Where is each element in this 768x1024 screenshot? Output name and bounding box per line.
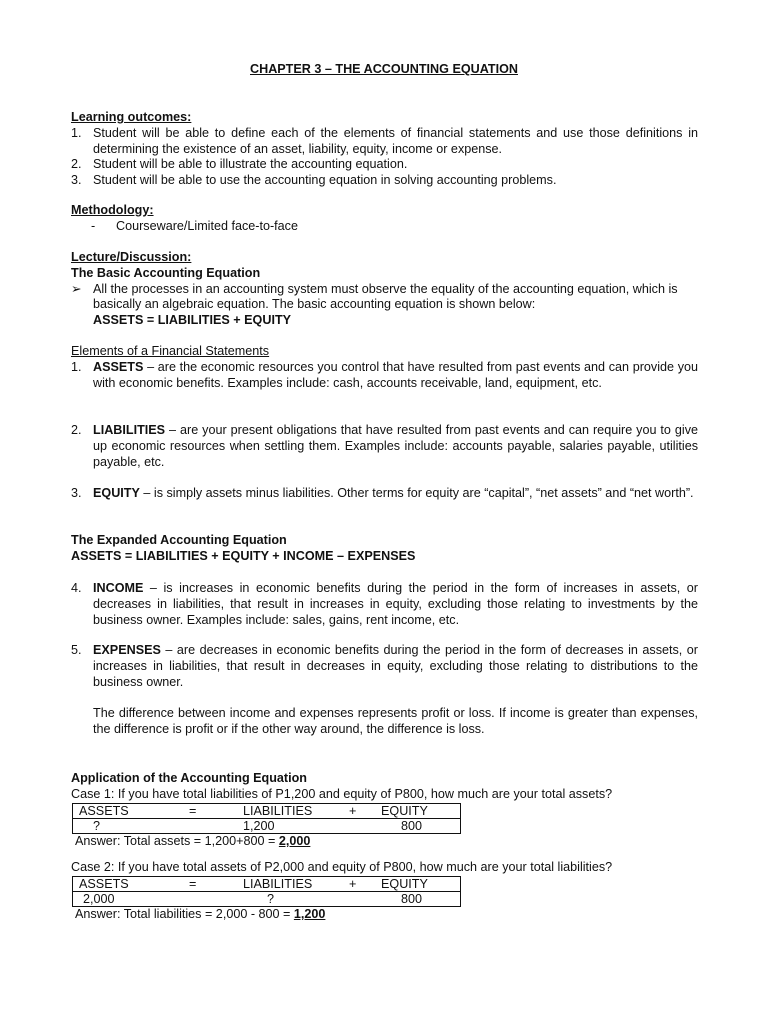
list-item [71,219,698,235]
paragraph-text: The difference between income and expenses represents profit or loss. If income is greater than expenses, the difference is profit or if the other way around, the difference is loss. [93,706,698,736]
paragraph-text: All the processes in an accounting system must observe the equality of the accounting equation, which is basically an algebraic equation. The basic accounting equation is shown below: [93,281,678,312]
definition: – is simply assets minus liabilities. Other terms for equity are “capital”, “net assets” and “net worth”. [139,486,694,500]
list-text: Student will be able to use the accounting equation in solving accounting problems. [93,173,557,188]
liabilities-label: LIABILITIES [243,803,313,818]
list-item [71,282,698,329]
application-section [71,771,698,850]
table-cell [73,892,461,907]
table-row [73,803,461,818]
expanded-item-wrap [71,643,698,690]
list-item [71,643,698,690]
note-paragraph [71,706,698,738]
elements-heading: Elements of a Financial Statements [71,344,270,358]
list-text [93,486,698,502]
list-text [93,360,698,392]
expanded-item-wrap [71,581,698,628]
expanded-heading: The Expanded Accounting Equation [71,533,287,547]
equity-value: 800 [401,818,423,833]
methodology-heading: Methodology: [71,203,154,217]
assets-value: ? [93,818,101,833]
basic-equation-heading: The Basic Accounting Equation [71,265,261,280]
table-cell [73,818,461,833]
case-answer [71,834,698,850]
term: ASSETS [93,359,144,374]
term: EXPENSES [93,643,161,657]
indent [71,706,93,738]
term: LIABILITIES [93,423,166,437]
lecture-heading: Lecture/Discussion: [71,250,192,264]
list-text [93,581,698,628]
table-row [73,818,461,833]
assets-label: ASSETS [79,876,129,891]
table-cell [73,876,461,891]
definition: – are decreases in economic benefits during the period in the form of decreases in assets, or increases in liabilities, that result in decreases in equity, excluding those relating to distributions to the business owner. [93,643,698,689]
equity-value: 800 [401,892,423,906]
list-item [71,173,698,189]
list-item [71,157,698,173]
list-item [71,423,698,470]
answer-text: Answer: Total assets = 1,200+800 = [75,834,279,848]
list-text [93,282,698,329]
list-text [93,423,698,470]
methodology-section [71,203,698,235]
list-item [71,581,698,628]
list-number: 1. [71,125,82,140]
liabilities-value: 1,200 [243,818,275,833]
case-question: Case 2: If you have total assets of P2,000 and equity of P800, how much are your total liabilities? [71,860,613,874]
list-number: 2. [71,157,82,172]
equation-table [72,876,461,907]
expanded-equation: ASSETS = LIABILITIES + EQUITY + INCOME – EXPENSES [71,548,416,563]
term: INCOME [93,581,144,595]
page-title: CHAPTER 3 – THE ACCOUNTING EQUATION [250,62,518,76]
equation-table [72,803,461,834]
assets-label: ASSETS [79,803,129,818]
list-number: 3. [71,486,82,500]
list-text: Student will be able to illustrate the accounting equation. [93,157,408,172]
note-wrap [71,706,698,738]
elements-section [71,344,698,391]
list-number: 4. [71,581,82,595]
case-answer [71,907,698,923]
liabilities-value: ? [267,892,275,906]
definition: – are the economic resources you control that have resulted from past events and can provide you with economic benefits. Examples include: cash, accounts receivable, land, equipment, etc. [93,359,698,390]
list-item [71,360,698,392]
answer-value: 2,000 [278,834,311,848]
list-number: 1. [71,359,82,374]
plus-sign: + [349,876,357,891]
elements-item-wrap [71,423,698,470]
case-2-section [71,860,698,923]
list-text: Student will be able to define each of the elements of financial statements and use those definitions in determining the existence of an asset, liability, equity, income or expense. [93,125,698,156]
liabilities-label: LIABILITIES [243,876,313,891]
definition: – is increases in economic benefits during the period in the form of increases in assets, or decreases in liabilities, that result in increases in equity, excluding those relating to investments by the business owner. Examples include: sales, gains, rent income, etc. [93,581,698,627]
definition: – are your present obligations that have resulted from past events and can require you to give up economic resources when settling them. Examples include: accounts payable, salaries payable, utilities payable, etc. [93,423,698,469]
answer-text: Answer: Total liabilities = 2,000 - 800 = [75,907,294,922]
list-number: 3. [71,173,82,188]
case-question: Case 1: If you have total liabilities of P1,200 and equity of P800, how much are your total assets? [71,786,613,801]
equity-label: EQUITY [381,803,428,818]
learning-outcomes-heading: Learning outcomes: [71,110,192,124]
list-item [71,486,698,502]
equals-sign: = [189,876,197,891]
list-text: Courseware/Limited face-to-face [116,218,298,233]
lecture-section [71,250,698,329]
arrow-bullet-icon: ➢ [71,281,82,296]
table-row [73,876,461,891]
plus-sign: + [349,803,357,818]
basic-equation: ASSETS = LIABILITIES + EQUITY [93,313,292,328]
application-heading: Application of the Accounting Equation [71,771,307,785]
expanded-section [71,533,698,565]
elements-item-wrap [71,486,698,502]
answer-value: 1,200 [293,907,326,922]
list-text [93,643,698,690]
equals-sign: = [189,803,197,818]
assets-value: 2,000 [83,892,115,906]
learning-outcomes-section [71,110,698,189]
list-item [71,126,698,158]
list-number: 5. [71,643,82,657]
table-row [73,892,461,907]
equity-label: EQUITY [381,876,428,891]
list-number: 2. [71,423,82,437]
dash-marker: - [91,218,96,233]
term: EQUITY [93,486,140,500]
table-cell [73,803,461,818]
